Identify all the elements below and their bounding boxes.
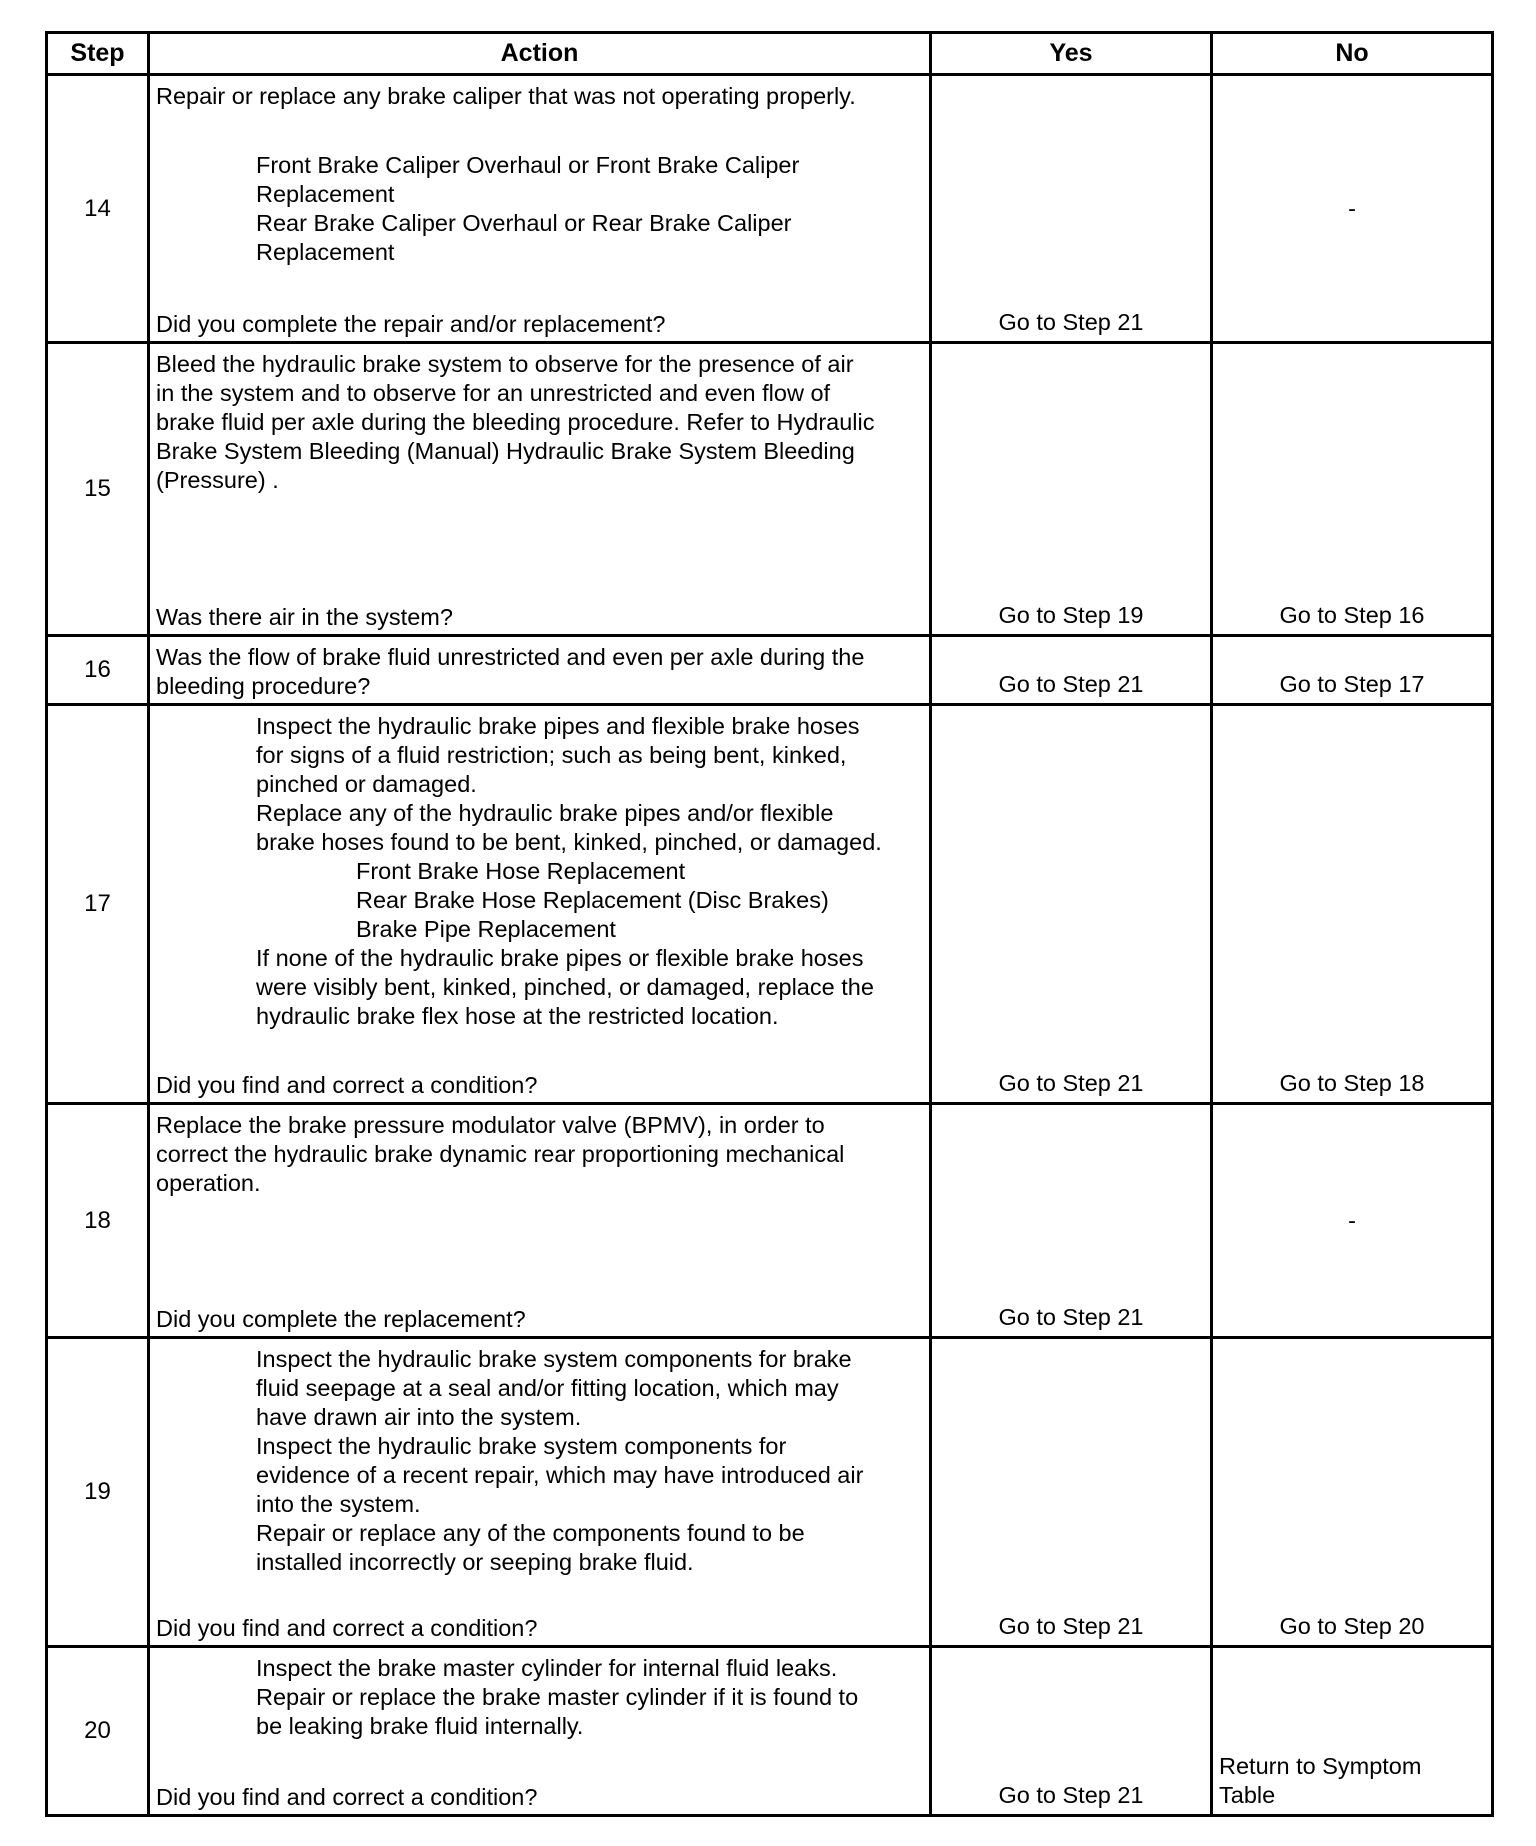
- table-row: [47, 636, 1493, 705]
- yes-cell: [931, 1104, 1212, 1338]
- action-line: Repair or replace the brake master cylinder if it is found to: [256, 1684, 859, 1710]
- no-result: Go to Step 16: [1279, 602, 1425, 628]
- table-row: [47, 1338, 1493, 1647]
- no-result: Go to Step 18: [1279, 1070, 1425, 1096]
- no-result-line: Return to Symptom: [1219, 1753, 1422, 1779]
- action-line: for signs of a fluid restriction; such as being bent, kinked,: [256, 742, 847, 768]
- no-cell: [1212, 1338, 1493, 1647]
- action-line: Was the flow of brake fluid unrestricted and even per axle during the: [156, 644, 865, 670]
- yes-result: Go to Step 21: [998, 309, 1144, 335]
- yes-result: Go to Step 19: [998, 602, 1144, 628]
- action-line: Replace any of the hydraulic brake pipes and/or flexible: [256, 800, 834, 826]
- no-cell: [1212, 1647, 1493, 1816]
- action-question: Did you complete the replacement?: [156, 1306, 526, 1332]
- action-line: Inspect the hydraulic brake system components for: [256, 1433, 787, 1459]
- action-cell: [149, 705, 931, 1104]
- no-result: -: [1348, 1207, 1356, 1233]
- action-question: Did you find and correct a condition?: [156, 1615, 538, 1641]
- step-number: 14: [47, 75, 149, 343]
- yes-result: Go to Step 21: [998, 1782, 1144, 1808]
- action-line: Replacement: [256, 181, 395, 207]
- action-line: Rear Brake Caliper Overhaul or Rear Brake Caliper: [256, 210, 792, 236]
- table-row: [47, 705, 1493, 1104]
- yes-cell: [931, 636, 1212, 705]
- step-number: 18: [47, 1104, 149, 1338]
- no-cell: [1212, 343, 1493, 636]
- action-line: in the system and to observe for an unrestricted and even flow of: [156, 380, 831, 406]
- action-line: Front Brake Hose Replacement: [356, 858, 686, 884]
- action-line: operation.: [156, 1170, 261, 1196]
- action-line: Replacement: [256, 239, 395, 265]
- action-line: evidence of a recent repair, which may have introduced air: [256, 1462, 864, 1488]
- action-question: Did you complete the repair and/or replacement?: [156, 311, 666, 337]
- action-line: Inspect the hydraulic brake pipes and flexible brake hoses: [256, 713, 860, 739]
- action-line: bleeding procedure?: [156, 673, 371, 699]
- action-question: Did you find and correct a condition?: [156, 1784, 538, 1810]
- action-cell: [149, 636, 931, 705]
- action-line: be leaking brake fluid internally.: [256, 1713, 584, 1739]
- action-line: Inspect the hydraulic brake system components for brake: [256, 1346, 852, 1372]
- step-number: 17: [47, 705, 149, 1104]
- action-line: have drawn air into the system.: [256, 1404, 582, 1430]
- table-row: [47, 343, 1493, 636]
- action-cell: [149, 1104, 931, 1338]
- step-number: 19: [47, 1338, 149, 1647]
- action-line: Rear Brake Hose Replacement (Disc Brakes): [356, 887, 829, 913]
- no-result-line: Table: [1219, 1782, 1276, 1808]
- action-line: hydraulic brake flex hose at the restricted location.: [256, 1003, 779, 1029]
- action-line: Bleed the hydraulic brake system to observe for the presence of air: [156, 351, 854, 377]
- header-step: Step: [47, 33, 149, 75]
- yes-result: Go to Step 21: [998, 1304, 1144, 1330]
- table-row: [47, 1104, 1493, 1338]
- action-line: were visibly bent, kinked, pinched, or damaged, replace the: [256, 974, 874, 1000]
- table-row: [47, 75, 1493, 343]
- yes-result: Go to Step 21: [998, 1613, 1144, 1639]
- action-cell: [149, 75, 931, 343]
- action-line: into the system.: [256, 1491, 421, 1517]
- action-line: Replace the brake pressure modulator valve (BPMV), in order to: [156, 1112, 825, 1138]
- no-result: Go to Step 17: [1279, 671, 1425, 697]
- step-number: 16: [47, 636, 149, 705]
- header-yes: Yes: [931, 33, 1212, 75]
- action-line: brake hoses found to be bent, kinked, pinched, or damaged.: [256, 829, 882, 855]
- action-line: Brake System Bleeding (Manual) Hydraulic Brake System Bleeding: [156, 438, 855, 464]
- action-line: correct the hydraulic brake dynamic rear proportioning mechanical: [156, 1141, 845, 1167]
- action-cell: [149, 1338, 931, 1647]
- no-cell: [1212, 1104, 1493, 1338]
- action-line: brake fluid per axle during the bleeding procedure. Refer to Hydraulic: [156, 409, 875, 435]
- yes-cell: [931, 1338, 1212, 1647]
- yes-cell: [931, 705, 1212, 1104]
- yes-result: Go to Step 21: [998, 1070, 1144, 1096]
- yes-cell: [931, 1647, 1212, 1816]
- no-result: [1219, 1752, 1491, 1810]
- yes-cell: [931, 75, 1212, 343]
- action-cell: [149, 1647, 931, 1816]
- action-line: If none of the hydraulic brake pipes or flexible brake hoses: [256, 945, 864, 971]
- header-row: [47, 33, 1493, 75]
- no-result: Go to Step 20: [1279, 1613, 1425, 1639]
- step-number: 20: [47, 1647, 149, 1816]
- step-number: 15: [47, 343, 149, 636]
- action-question: Was there air in the system?: [156, 604, 453, 630]
- diagnostic-table: [45, 31, 1494, 1817]
- no-cell: [1212, 705, 1493, 1104]
- action-question: Did you find and correct a condition?: [156, 1072, 538, 1098]
- table-row: [47, 1647, 1493, 1816]
- no-result: -: [1348, 195, 1356, 221]
- action-line: pinched or damaged.: [256, 771, 477, 797]
- header-no: No: [1212, 33, 1493, 75]
- action-line: Repair or replace any of the components found to be: [256, 1520, 805, 1546]
- action-line: Front Brake Caliper Overhaul or Front Brake Caliper: [256, 152, 800, 178]
- yes-cell: [931, 343, 1212, 636]
- no-cell: [1212, 75, 1493, 343]
- action-line: Brake Pipe Replacement: [356, 916, 616, 942]
- yes-result: Go to Step 21: [998, 671, 1144, 697]
- action-cell: [149, 343, 931, 636]
- header-action: Action: [149, 33, 931, 75]
- action-line: (Pressure) .: [156, 467, 279, 493]
- action-line: Inspect the brake master cylinder for internal fluid leaks.: [256, 1655, 838, 1681]
- no-cell: [1212, 636, 1493, 705]
- action-line: Repair or replace any brake caliper that was not operating properly.: [156, 83, 856, 109]
- action-line: fluid seepage at a seal and/or fitting location, which may: [256, 1375, 839, 1401]
- action-line: installed incorrectly or seeping brake fluid.: [256, 1549, 694, 1575]
